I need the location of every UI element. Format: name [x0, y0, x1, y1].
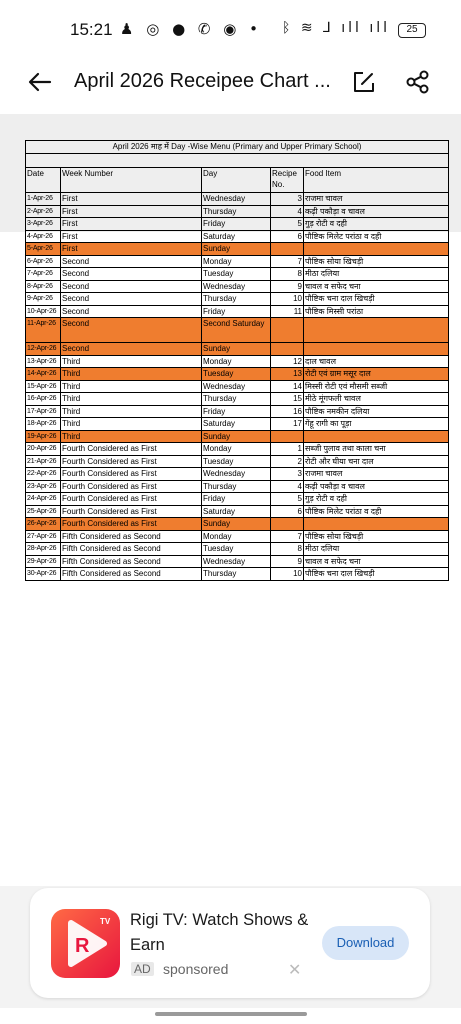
food-cell: मिस्सी रोटी एवं मौसमी सब्जी — [304, 380, 449, 393]
share-icon — [404, 68, 432, 96]
date-cell: 1-Apr-26 — [26, 193, 61, 206]
week-cell: First — [61, 193, 202, 206]
day-cell: Sunday — [202, 518, 271, 531]
app-logo[interactable] — [51, 909, 120, 978]
date-cell: 26-Apr-26 — [26, 518, 61, 531]
recipe-cell: 6 — [271, 230, 304, 243]
date-cell: 20-Apr-26 — [26, 443, 61, 456]
edit-button[interactable] — [350, 68, 378, 96]
day-cell: Saturday — [202, 418, 271, 431]
table-row — [26, 230, 449, 243]
date-cell: 15-Apr-26 — [26, 380, 61, 393]
notification-icons: ♟ ◎ ● ✆ ◉ • — [120, 20, 262, 38]
table-row — [26, 343, 449, 356]
ad-card[interactable] — [30, 888, 430, 998]
food-cell: चावल व सफेद चना — [304, 555, 449, 568]
day-cell: Monday — [202, 255, 271, 268]
recipe-cell: 5 — [271, 218, 304, 231]
table-row — [26, 530, 449, 543]
table-row — [26, 305, 449, 318]
header-row — [26, 168, 449, 193]
week-cell: Second — [61, 293, 202, 306]
date-cell: 13-Apr-26 — [26, 355, 61, 368]
week-cell: Second — [61, 305, 202, 318]
table-row — [26, 318, 449, 343]
edit-icon — [350, 68, 378, 96]
arrow-left-icon — [24, 66, 56, 98]
app-bar — [0, 50, 461, 114]
gesture-handle[interactable] — [155, 1012, 307, 1016]
date-cell: 10-Apr-26 — [26, 305, 61, 318]
logo-badge: TV — [100, 917, 111, 926]
day-cell: Sunday — [202, 243, 271, 256]
week-cell: Fourth Considered as First — [61, 505, 202, 518]
date-cell: 21-Apr-26 — [26, 455, 61, 468]
food-cell — [304, 518, 449, 531]
recipe-cell: 6 — [271, 505, 304, 518]
food-cell: मीठे मूंगफली चावल — [304, 393, 449, 406]
day-cell: Thursday — [202, 480, 271, 493]
ad-badge: AD — [131, 962, 154, 976]
recipe-cell: 13 — [271, 368, 304, 381]
recipe-cell — [271, 518, 304, 531]
day-cell: Thursday — [202, 293, 271, 306]
date-cell: 11-Apr-26 — [26, 318, 61, 343]
navigation-bar — [0, 1008, 461, 1024]
page-title: April 2026 Receipee Chart ... — [74, 70, 331, 92]
signal-icons: ᛒ ≋ ⅃ ıll ıll — [282, 20, 391, 36]
date-cell: 6-Apr-26 — [26, 255, 61, 268]
week-cell: Second — [61, 255, 202, 268]
header-food: Food Item — [304, 168, 449, 193]
recipe-cell: 10 — [271, 568, 304, 581]
day-cell: Friday — [202, 218, 271, 231]
recipe-cell: 1 — [271, 443, 304, 456]
table-row — [26, 568, 449, 581]
recipe-cell — [271, 430, 304, 443]
table-row — [26, 355, 449, 368]
week-cell: Third — [61, 380, 202, 393]
week-cell: Fifth Considered as Second — [61, 555, 202, 568]
ad-title[interactable]: Rigi TV: Watch Shows & Earn — [130, 911, 309, 954]
recipe-cell: 16 — [271, 405, 304, 418]
food-cell: पौष्टिक मिलेट परांठा व दही — [304, 230, 449, 243]
week-cell: Second — [61, 268, 202, 281]
week-cell: Fifth Considered as Second — [61, 530, 202, 543]
date-cell: 7-Apr-26 — [26, 268, 61, 281]
day-cell: Monday — [202, 355, 271, 368]
date-cell: 8-Apr-26 — [26, 280, 61, 293]
food-cell — [304, 343, 449, 356]
food-cell: गुड़ रोटी व दही — [304, 493, 449, 506]
table-row — [26, 205, 449, 218]
day-cell: Tuesday — [202, 368, 271, 381]
day-cell: Tuesday — [202, 455, 271, 468]
week-cell: First — [61, 205, 202, 218]
day-cell: Sunday — [202, 343, 271, 356]
date-cell: 12-Apr-26 — [26, 343, 61, 356]
day-cell: Sunday — [202, 430, 271, 443]
recipe-cell: 4 — [271, 205, 304, 218]
recipe-cell: 5 — [271, 493, 304, 506]
day-cell: Monday — [202, 443, 271, 456]
food-cell: मीठा दलिया — [304, 268, 449, 281]
date-cell: 18-Apr-26 — [26, 418, 61, 431]
table-row — [26, 418, 449, 431]
date-cell: 23-Apr-26 — [26, 480, 61, 493]
date-cell: 28-Apr-26 — [26, 543, 61, 556]
day-cell: Thursday — [202, 568, 271, 581]
food-cell: सब्जी पुलाव तथा काला चना — [304, 443, 449, 456]
day-cell: Wednesday — [202, 280, 271, 293]
day-cell: Thursday — [202, 393, 271, 406]
table-row — [26, 518, 449, 531]
table-row — [26, 280, 449, 293]
food-cell: गेंहू रागी का पूड़ा — [304, 418, 449, 431]
date-cell: 24-Apr-26 — [26, 493, 61, 506]
week-cell: Third — [61, 355, 202, 368]
food-cell — [304, 243, 449, 256]
food-cell: कढ़ी पकौड़ा व चावल — [304, 205, 449, 218]
recipe-cell: 8 — [271, 543, 304, 556]
table-row — [26, 493, 449, 506]
recipe-cell: 3 — [271, 193, 304, 206]
table-row — [26, 555, 449, 568]
day-cell: Tuesday — [202, 268, 271, 281]
food-cell: पौष्टिक चना दाल खिचड़ी — [304, 293, 449, 306]
food-cell: कढ़ी पकौड़ा व चावल — [304, 480, 449, 493]
food-cell: चावल व सफेद चना — [304, 280, 449, 293]
recipe-cell: 10 — [271, 293, 304, 306]
food-cell: पौष्टिक सोया खिचड़ी — [304, 530, 449, 543]
week-cell: First — [61, 230, 202, 243]
day-cell: Wednesday — [202, 193, 271, 206]
table-row — [26, 218, 449, 231]
download-button[interactable]: Download — [322, 926, 409, 960]
recipe-cell: 15 — [271, 393, 304, 406]
table-row — [26, 293, 449, 306]
day-cell: Wednesday — [202, 555, 271, 568]
week-cell: Second — [61, 343, 202, 356]
date-cell: 5-Apr-26 — [26, 243, 61, 256]
table-row — [26, 405, 449, 418]
share-button[interactable] — [404, 68, 432, 96]
recipe-cell — [271, 318, 304, 343]
day-cell: Saturday — [202, 505, 271, 518]
date-cell: 16-Apr-26 — [26, 393, 61, 406]
week-cell: Third — [61, 393, 202, 406]
table-row — [26, 505, 449, 518]
recipe-cell: 9 — [271, 555, 304, 568]
table-row — [26, 368, 449, 381]
food-cell: राजमा चावल — [304, 468, 449, 481]
table-row — [26, 480, 449, 493]
week-cell: Fifth Considered as Second — [61, 543, 202, 556]
ad-sponsored-label: sponsored — [163, 961, 229, 977]
table-row — [26, 543, 449, 556]
date-cell: 19-Apr-26 — [26, 430, 61, 443]
rigi-logo-icon — [51, 909, 120, 978]
recipe-cell: 12 — [271, 355, 304, 368]
status-time: 15:21 — [70, 20, 113, 39]
day-cell: Second Saturday — [202, 318, 271, 343]
week-cell: Fifth Considered as Second — [61, 568, 202, 581]
recipe-cell: 17 — [271, 418, 304, 431]
food-cell — [304, 318, 449, 343]
sheet-title: April 2026 माह में Day -Wise Menu (Primary and Upper Primary School) — [26, 141, 449, 154]
table-row — [26, 380, 449, 393]
recipe-cell: 4 — [271, 480, 304, 493]
food-cell: पौष्टिक सोया खिचड़ी — [304, 255, 449, 268]
week-cell: Third — [61, 368, 202, 381]
logo-letter: R — [75, 935, 90, 957]
day-cell: Saturday — [202, 230, 271, 243]
recipe-cell: 7 — [271, 255, 304, 268]
week-cell: First — [61, 243, 202, 256]
table-row — [26, 393, 449, 406]
week-cell: Fourth Considered as First — [61, 480, 202, 493]
status-bar — [0, 0, 461, 50]
recipe-cell: 11 — [271, 305, 304, 318]
recipe-cell: 7 — [271, 530, 304, 543]
table-row — [26, 443, 449, 456]
date-cell: 25-Apr-26 — [26, 505, 61, 518]
recipe-cell: 14 — [271, 380, 304, 393]
header-week: Week Number — [61, 168, 202, 193]
week-cell: Third — [61, 430, 202, 443]
food-cell: रोटी एवं ग्राम मसूर दाल — [304, 368, 449, 381]
food-cell: दाल चावल — [304, 355, 449, 368]
week-cell: Third — [61, 418, 202, 431]
week-cell: Fourth Considered as First — [61, 455, 202, 468]
header-recipe: Recipe No. — [271, 168, 304, 193]
date-cell: 17-Apr-26 — [26, 405, 61, 418]
close-icon[interactable]: ✕ — [288, 960, 302, 979]
week-cell: Fourth Considered as First — [61, 443, 202, 456]
week-cell: Second — [61, 318, 202, 343]
spacer-row — [26, 154, 449, 168]
table-row — [26, 455, 449, 468]
recipe-cell: 3 — [271, 468, 304, 481]
week-cell: Fourth Considered as First — [61, 493, 202, 506]
day-cell: Friday — [202, 493, 271, 506]
table-row — [26, 243, 449, 256]
day-cell: Wednesday — [202, 468, 271, 481]
date-cell: 2-Apr-26 — [26, 205, 61, 218]
food-cell: पौष्टिक नमकीन दलिया — [304, 405, 449, 418]
food-cell: मीठा दलिया — [304, 543, 449, 556]
date-cell: 9-Apr-26 — [26, 293, 61, 306]
food-cell: पौष्टिक मिस्सी परांठा — [304, 305, 449, 318]
table-row — [26, 468, 449, 481]
date-cell: 14-Apr-26 — [26, 368, 61, 381]
day-cell: Friday — [202, 405, 271, 418]
header-date: Date — [26, 168, 61, 193]
date-cell: 22-Apr-26 — [26, 468, 61, 481]
back-button[interactable] — [24, 66, 56, 98]
battery-icon: 25 — [398, 23, 426, 38]
week-cell: Fourth Considered as First — [61, 518, 202, 531]
recipe-cell: 2 — [271, 455, 304, 468]
day-cell: Thursday — [202, 205, 271, 218]
recipe-cell: 8 — [271, 268, 304, 281]
day-cell: Tuesday — [202, 543, 271, 556]
week-cell: Third — [61, 405, 202, 418]
day-cell: Wednesday — [202, 380, 271, 393]
date-cell: 29-Apr-26 — [26, 555, 61, 568]
food-cell — [304, 430, 449, 443]
table-row — [26, 430, 449, 443]
week-cell: Second — [61, 280, 202, 293]
food-cell: रोटी और घीया चना दाल — [304, 455, 449, 468]
food-cell: राजमा चावल — [304, 193, 449, 206]
menu-table — [25, 140, 449, 581]
recipe-cell — [271, 243, 304, 256]
table-row — [26, 255, 449, 268]
date-cell: 3-Apr-26 — [26, 218, 61, 231]
table-row — [26, 268, 449, 281]
week-cell: First — [61, 218, 202, 231]
recipe-cell — [271, 343, 304, 356]
date-cell: 27-Apr-26 — [26, 530, 61, 543]
recipe-cell: 9 — [271, 280, 304, 293]
food-cell: पौष्टिक चना दाल खिचड़ी — [304, 568, 449, 581]
week-cell: Fourth Considered as First — [61, 468, 202, 481]
day-cell: Friday — [202, 305, 271, 318]
header-day: Day — [202, 168, 271, 193]
day-cell: Monday — [202, 530, 271, 543]
food-cell: पौष्टिक मिलेट परांठा व दही — [304, 505, 449, 518]
table-row — [26, 193, 449, 206]
food-cell: गुड़ रोटी व दही — [304, 218, 449, 231]
date-cell: 30-Apr-26 — [26, 568, 61, 581]
date-cell: 4-Apr-26 — [26, 230, 61, 243]
